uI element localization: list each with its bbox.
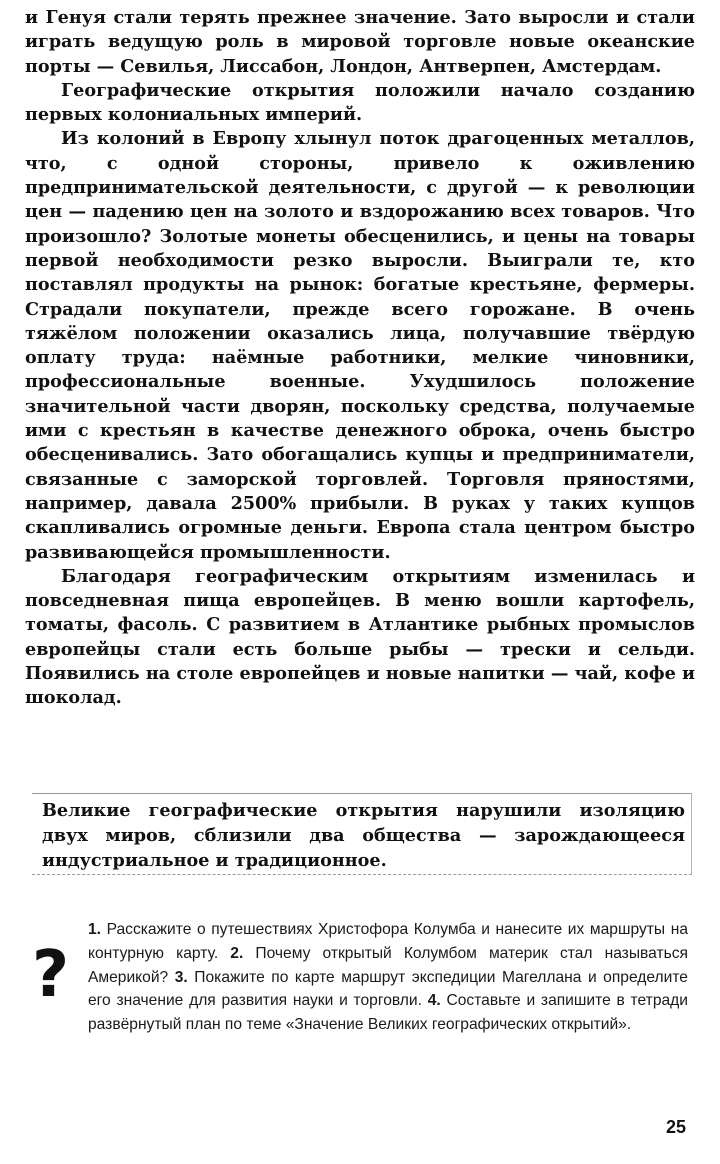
question-3-text: Покажите по карте маршрут экспедиции Магеллана и определите его значение для развития науки и торговли. — [88, 968, 688, 1010]
question-2-number: 2. — [230, 944, 244, 962]
question-1-number: 1. — [88, 921, 102, 938]
question-4-text: Составьте и запишите в тетради развёрнутый план по теме «Значение Великих географических открытий». — [88, 992, 688, 1034]
paragraph-ports: и Генуя стали терять прежнее значение. Зато выросли и стали играть ведущую роль в мировой торговле новые океанские порты — Севилья, Лиссабон, Лондон, Антверпен, Амстердам. — [25, 7, 695, 77]
summary-box — [32, 793, 692, 875]
question-mark-icon: ? — [32, 938, 70, 1012]
page-number: 25 — [665, 1117, 686, 1137]
question-2-text: Почему открытый Колумбом материк стал называться Америкой? — [88, 944, 688, 986]
question-1-text: Расскажите о путешествиях Христофора Колумба и нанесите их маршруты на контурную карту. — [88, 921, 688, 962]
question-3-number: 3. — [174, 968, 188, 986]
paragraph-colonial-empires: Географические открытия положили начало созданию первых колониальных империй. — [25, 79, 695, 126]
summary-text: Великие географические открытия нарушили изоляцию двух миров, сблизили два общества — зарождающееся индустриальное и традиционное. — [42, 800, 685, 871]
paragraph-price-revolution: Из колоний в Европу хлынул поток драгоценных металлов, что, с одной стороны, привело к оживлению предпринимательской деятельности, с другой — к революции цен — падению цен на золото и вздорожанию всех товаров. Что произошло? Золотые монеты обесценились, и цены на товары первой необходимости резко выросли. Выиграли те, кто поставлял продукты на рынок: богатые крестьяне, фермеры. Страдали покупатели, прежде всего горожане. В очень тяжёлом положении оказались лица, получавшие твёрдую оплату труда: наёмные работники, мелкие чиновники, профессиональные военные. Ухудшилось положение значительной части дворян, поскольку средства, получаемые ими с крестьян в качестве денежного оброка, очень быстро обесценивались. Зато обогащались купцы и предприниматели, связанные с заморской торговлей. Торговля пряностями, например, давала 2500% прибыли. В руках у таких купцов скапливались огромные деньги. Европа стала центром быстро развивающейся промышленности. — [25, 128, 695, 563]
review-questions — [88, 918, 688, 1037]
paragraph-european-food: Благодаря географическим открытиям изменилась и повседневная пища европейцев. В меню вошли картофель, томаты, фасоль. С развитием в Атлантике рыбных промыслов европейцы стали есть больше рыбы — трески и сельди. Появились на столе европейцев и новые напитки — чай, кофе и шоколад. — [25, 565, 695, 709]
main-text — [25, 6, 695, 711]
question-4-number: 4. — [427, 992, 441, 1010]
